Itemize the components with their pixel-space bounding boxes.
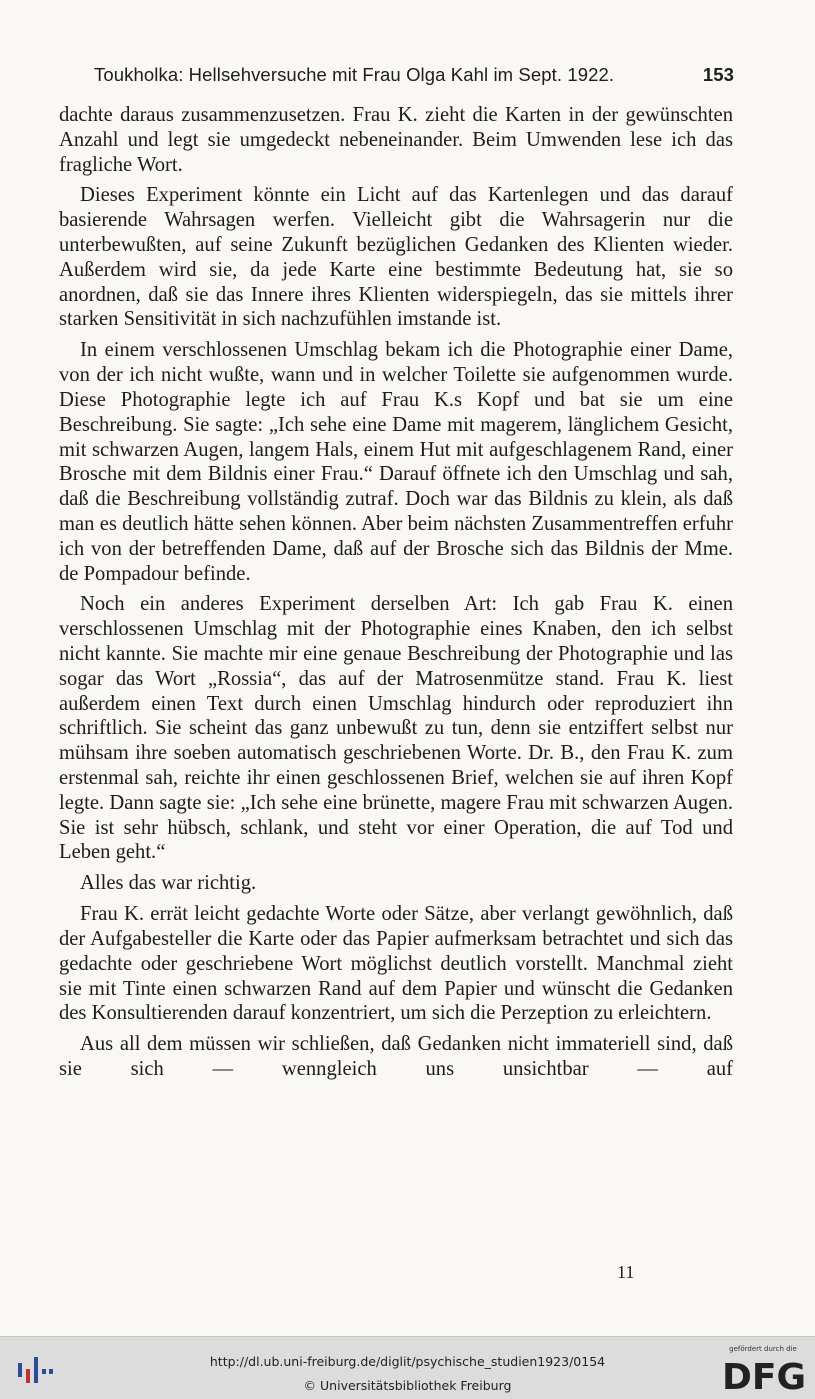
paragraph: Frau K. errät leicht gedachte Worte oder Sätze, aber verlangt gewöhnlich, daß der Aufgabesteller die Karte oder das Papier aufmerksam betrachtet und sich das gedachte oder geschriebene Wort möglichst deutlich vorstellt. Manchmal zieht sie mit Tinte einen schwarzen Rand auf dem Papier und wünscht die Gedanken des Konsultierenden darauf konzentriert, um sich die Perzeption zu erleichtern. — [59, 903, 733, 1025]
paragraph: Alles das war richtig. — [80, 872, 257, 895]
paragraph: Aus all dem müssen wir schließen, daß Gedanken nicht immateriell sind, daß sie sich — wenngleich uns unsichtbar — auf — [59, 1033, 733, 1081]
body-text — [59, 103, 733, 1082]
signature-mark: 11 — [617, 1262, 635, 1282]
paragraph: Dieses Experiment könnte ein Licht auf das Kartenlegen und das darauf basierende Wahrsagen werfen. Vielleicht gibt die Wahrsagerin nur die unterbewußten, auf seine Zukunft bezüglichen Gedanken des Klienten wieder. Außerdem wird sie, da jede Karte eine bestimmte Bedeutung hat, sie so anordnen, daß sie das Innere ihres Klienten widerspiegeln, das sie mittels ihrer starken Sensitivität in sich nachzufühlen imstande ist. — [59, 184, 733, 331]
dfg-logo-icon — [721, 1356, 807, 1394]
copyright-notice: © Universitätsbibliothek Freiburg — [303, 1378, 512, 1393]
page-number: 153 — [702, 64, 734, 85]
dfg-logo-text: DFG — [721, 1357, 807, 1394]
running-title: Toukholka: Hellsehversuche mit Frau Olga Kahl im Sept. 1922. — [94, 64, 615, 85]
viewer-footer — [0, 1336, 815, 1399]
paragraph: Noch ein anderes Experiment derselben Art: Ich gab Frau K. einen verschlossenen Umschlag mit der Photographie eines Knaben, den ich selbst nicht kannte. Sie machte mir eine genaue Beschreibung der Photographie und las sogar das Wort „Rossia“, das auf der Matrosenmütze stand. Frau K. liest außerdem einen Text durch einen Umschlag hindurch oder reproduziert ihn schriftlich. Sie scheint das ganz unbewußt zu tun, denn sie entziffert selbst nur mühsam ihre soeben automatisch geschriebenen Worte. Dr. B., den Frau K. zum erstenmal sah, reichte ihr einen geschlossenen Brief, welchen sie auf ihren Kopf legte. Dann sagte sie: „Ich sehe eine brünette, magere Frau mit schwarzen Augen. Sie ist sehr hübsch, schlank, und steht vor einer Operation, die auf Tod und Leben geht.“ — [59, 593, 733, 864]
source-url[interactable]: http://dl.ub.uni-freiburg.de/diglit/psychische_studien1923/0154 — [209, 1354, 606, 1369]
paragraph: In einem verschlossenen Umschlag bekam ich die Photographie einer Dame, von der ich nicht wußte, wann und in welcher Toilette sie aufgenommen wurde. Diese Photographie legte ich auf Frau K.s Kopf und bat sie um eine Beschreibung. Sie sagte: „Ich sehe eine Dame mit magerem, länglichem Gesicht, mit schwarzen Augen, langem Hals, einem Hut mit aufgeschlagenem Rand, einer Brosche mit dem Bildnis einer Frau.“ Darauf öffnete ich den Umschlag und sah, daß die Beschreibung vollständig zutraf. Doch war das Bildnis zu klein, als daß man es deutlich hätte sehen können. Aber beim nächsten Zusammentreffen erfuhr ich von der betreffenden Dame, daß auf der Brosche sich das Bildnis der Mme. de Pompadour befinde. — [59, 339, 733, 585]
paragraph: dachte daraus zusammenzusetzen. Frau K. zieht die Karten in der gewünschten Anzahl und legt sie umgedeckt nebeneinander. Beim Umwenden lese ich das fragliche Wort. — [59, 104, 733, 176]
funding-note: gefördert durch die — [729, 1345, 797, 1353]
dfg-logo — [717, 1345, 809, 1397]
